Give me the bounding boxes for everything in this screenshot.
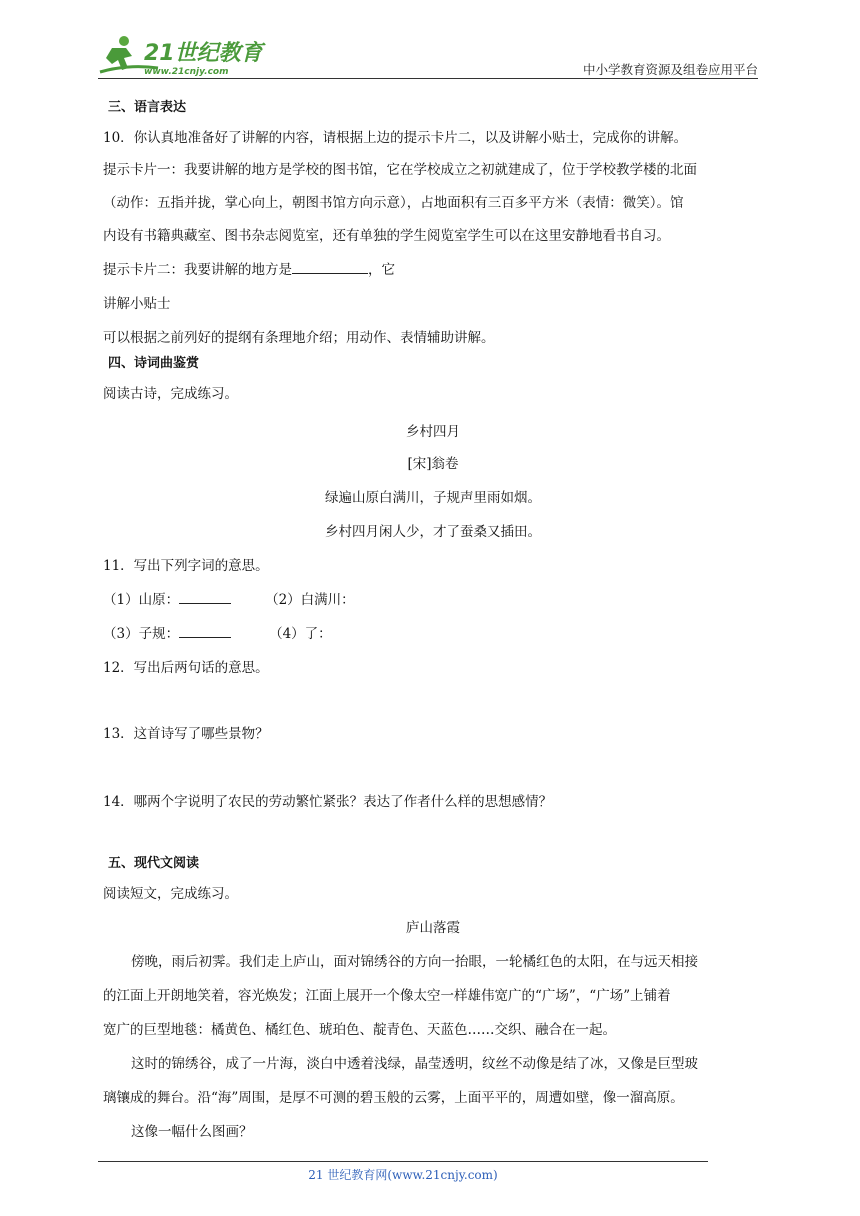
card2-suffix: ，它 xyxy=(368,262,395,278)
passage-title: 庐山落霞 xyxy=(406,920,460,936)
question-11: 11．写出下列字词的意思。 xyxy=(103,558,269,574)
page-header xyxy=(98,34,758,80)
q11-item-3: （3）子规： xyxy=(103,626,180,642)
footer-divider xyxy=(98,1161,708,1162)
platform-name: 中小学教育资源及组卷应用平台 xyxy=(582,62,758,77)
section5-intro: 阅读短文，完成练习。 xyxy=(103,886,238,902)
card1-line2: （动作：五指并拢，掌心向上，朝图书馆方向示意），占地面积有三百多平方米（表情：微笑）。馆 xyxy=(103,195,684,211)
section4-heading: 四、诗词曲鉴赏 xyxy=(108,356,200,371)
poem-line-1: 绿遍山原白满川，子规声里雨如烟。 xyxy=(325,490,541,506)
passage-p1-line1: 傍晚，雨后初霁。我们走上庐山，面对锦绣谷的方向一抬眼，一轮橘红色的太阳，在与远天相接 xyxy=(131,954,698,970)
tips-body: 可以根据之前列好的提纲有条理地介绍；用动作、表情辅助讲解。 xyxy=(103,330,495,346)
section5-heading: 五、现代文阅读 xyxy=(108,856,200,871)
q11-3-answer-blank[interactable] xyxy=(179,624,231,638)
question-12: 12．写出后两句话的意思。 xyxy=(103,660,269,676)
tips-title: 讲解小贴士 xyxy=(103,296,171,312)
question-14: 14．哪两个字说明了农民的劳动繁忙紧张？表达了作者什么样的思想感情？ xyxy=(103,794,553,810)
q11-1-answer-blank[interactable] xyxy=(179,590,231,604)
passage-p2-line2: 璃镶成的舞台。沿“海”周围，是厚不可测的碧玉般的云雾，上面平平的，周遭如壁，像一溜高原。 xyxy=(103,1090,684,1106)
card2-line xyxy=(103,260,395,280)
logo-21cnjy xyxy=(98,34,268,78)
question-10: 10．你认真地准备好了讲解的内容，请根据上边的提示卡片二，以及讲解小贴士，完成你的讲解。 xyxy=(103,130,688,146)
q11-item-4: （4）了： xyxy=(269,626,332,642)
q11-item-1: （1）山原： xyxy=(103,592,180,608)
passage-p3-line1: 这像一幅什么图画？ xyxy=(131,1124,253,1140)
passage-p1-line2: 的江面上开朗地笑着，容光焕发；江面上展开一个像太空一样雄伟宽广的“广场”，“广场”上铺着 xyxy=(103,988,671,1004)
svg-text:21世纪教育: 21世纪教育 xyxy=(144,41,263,66)
card2-answer-blank[interactable] xyxy=(292,260,368,274)
question-11-row2 xyxy=(103,624,332,644)
header-divider xyxy=(98,78,758,79)
poem-author: [宋]翁卷 xyxy=(407,456,459,472)
svg-text:www.21cnjy.com: www.21cnjy.com xyxy=(144,67,229,77)
card1-line1: 提示卡片一：我要讲解的地方是学校的图书馆，它在学校成立之初就建成了，位于学校教学楼的北面 xyxy=(103,162,697,178)
passage-p2-line1: 这时的锦绣谷，成了一片海，淡白中透着浅绿，晶莹透明，纹丝不动像是结了冰，又像是巨型玻 xyxy=(131,1056,698,1072)
card2-prefix: 提示卡片二：我要讲解的地方是 xyxy=(103,262,292,278)
poem-title: 乡村四月 xyxy=(406,424,460,440)
card1-line3: 内设有书籍典藏室、图书杂志阅览室，还有单独的学生阅览室学生可以在这里安静地看书自习。 xyxy=(103,228,670,244)
passage-p1-line3: 宽广的巨型地毯：橘黄色、橘红色、琥珀色、靛青色、天蓝色……交织、融合在一起。 xyxy=(103,1022,616,1038)
page-footer: 21 世纪教育网(www.21cnjy.com) xyxy=(308,1168,498,1182)
section3-heading: 三、语言表达 xyxy=(108,100,187,115)
poem-line-2: 乡村四月闲人少，才了蚕桑又插田。 xyxy=(325,524,541,540)
question-13: 13．这首诗写了哪些景物？ xyxy=(103,726,269,742)
section4-intro: 阅读古诗，完成练习。 xyxy=(103,386,238,402)
q11-item-2: （2）白满川： xyxy=(265,592,355,608)
question-11-row1 xyxy=(103,590,355,610)
